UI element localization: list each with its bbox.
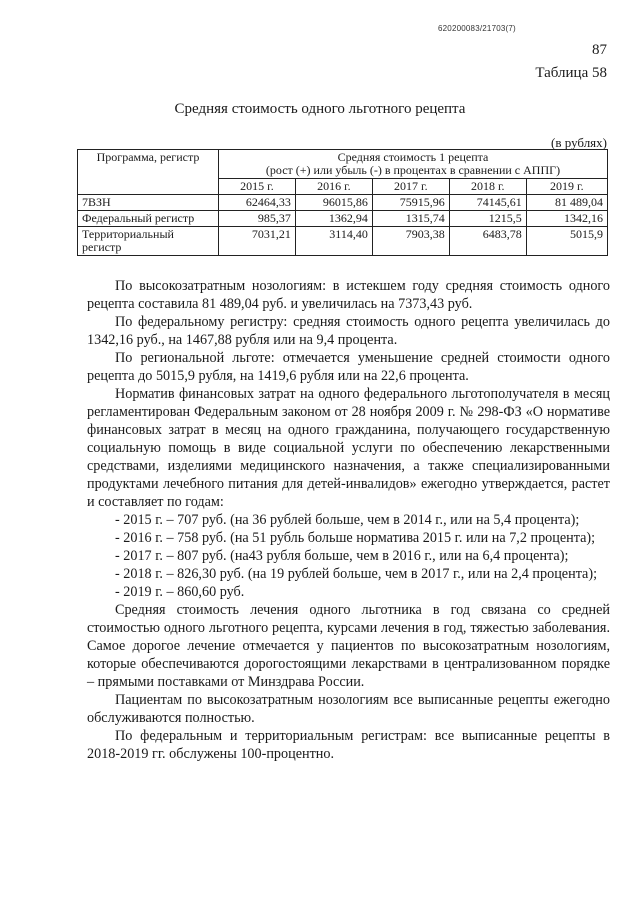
year-header: 2015 г.	[219, 179, 296, 195]
table-row	[78, 211, 608, 227]
year-header: 2017 г.	[372, 179, 449, 195]
list-item: - 2019 г. – 860,60 руб.	[115, 584, 245, 600]
table-label: Таблица 58	[535, 65, 607, 81]
table-cell: 5015,9	[526, 227, 607, 256]
row-name: Федеральный регистр	[78, 211, 219, 227]
list-item: - 2016 г. – 758 руб. (на 51 рубль больше норматива 2015 г. или на 7,2 процента);	[115, 530, 596, 546]
column-header-program: Программа, регистр	[78, 150, 219, 195]
table-cell: 7903,38	[372, 227, 449, 256]
table-row	[78, 195, 608, 211]
table-cell: 62464,33	[219, 195, 296, 211]
paragraph: Норматив финансовых затрат на одного федерального льготополучателя в месяц регламентирован Федеральным законом от 28 ноября 2009 г. № 298-ФЗ «О нормативе финансовых затрат в месяц на одного гражданина, получающего государственную социальную помощь в виде социальной услуги по обеспечению лекарственными средствами, изделиями медицинского назначения, а также специализированными продуктами лечебного питания для детей-инвалидов» ежегодно утверждается, растет и составляет по годам:	[87, 386, 610, 510]
row-name: 7ВЗН	[78, 195, 219, 211]
paragraph: Пациентам по высокозатратным нозологиям все выписанные рецепты ежегодно обслуживаются полностью.	[87, 692, 610, 726]
year-header: 2016 г.	[295, 179, 372, 195]
table-cell: 985,37	[219, 211, 296, 227]
table-units: (в рублях)	[551, 135, 607, 150]
paragraph: По федеральному регистру: средняя стоимость одного рецепта увеличилась до 1342,16 руб., на 1467,88 рубля или на 9,4 процента.	[87, 314, 610, 348]
list-item: - 2018 г. – 826,30 руб. (на 19 рублей больше, чем в 2017 г., или на 2,4 процента);	[115, 566, 598, 582]
year-header: 2019 г.	[526, 179, 607, 195]
table-header-row	[78, 150, 608, 179]
body-text	[87, 277, 610, 763]
column-group-subtitle: (рост (+) или убыль (-) в процентах в сравнении с АППГ)	[265, 163, 561, 177]
table-cell: 74145,61	[449, 195, 526, 211]
table-cell: 1315,74	[372, 211, 449, 227]
paragraph: По федеральным и территориальным регистрам: все выписанные рецепты в 2018-2019 гг. обслужены 100-процентно.	[87, 728, 610, 762]
table-title: Средняя стоимость одного льготного рецепта	[174, 101, 466, 117]
table-cell: 1342,16	[526, 211, 607, 227]
row-name: Территориальный регистр	[78, 227, 219, 256]
list-item: - 2017 г. – 807 руб. (на43 рубля больше, чем в 2016 г., или на 6,4 процента);	[115, 548, 569, 564]
table-cell: 7031,21	[219, 227, 296, 256]
table-cell: 1215,5	[449, 211, 526, 227]
table-cell: 1362,94	[295, 211, 372, 227]
paragraph: По региональной льготе: отмечается уменьшение средней стоимости одного рецепта до 5015,9 рубля, на 1419,6 рубля или на 22,6 процента.	[87, 350, 610, 384]
prescription-cost-table	[77, 149, 608, 256]
paragraph: По высокозатратным нозологиям: в истекшем году средняя стоимость одного рецепта составила 81 489,04 руб. и увеличилась на 7373,43 руб.	[87, 278, 610, 312]
year-header: 2018 г.	[449, 179, 526, 195]
page-number: 87	[592, 42, 607, 58]
table-cell: 3114,40	[295, 227, 372, 256]
table-row	[78, 227, 608, 256]
paragraph: Средняя стоимость лечения одного льготника в год связана со средней стоимостью одного льготного рецепта, курсами лечения в год, тяжестью заболевания. Самое дорогое лечение отмечается у пациентов по высокозатратным нозологиям, которые обеспечиваются дорогостоящими лекарствами в централизованном порядке – прямыми поставками от Минздрава России.	[87, 602, 610, 690]
table-cell: 96015,86	[295, 195, 372, 211]
table-cell: 6483,78	[449, 227, 526, 256]
table-cell: 81 489,04	[526, 195, 607, 211]
list-item: - 2015 г. – 707 руб. (на 36 рублей больше, чем в 2014 г., или на 5,4 процента);	[115, 512, 580, 528]
column-group-title: Средняя стоимость 1 рецепта	[337, 150, 489, 164]
table-cell: 75915,96	[372, 195, 449, 211]
document-id: 620200083/21703(7)	[438, 24, 516, 33]
column-group-header	[219, 150, 608, 179]
